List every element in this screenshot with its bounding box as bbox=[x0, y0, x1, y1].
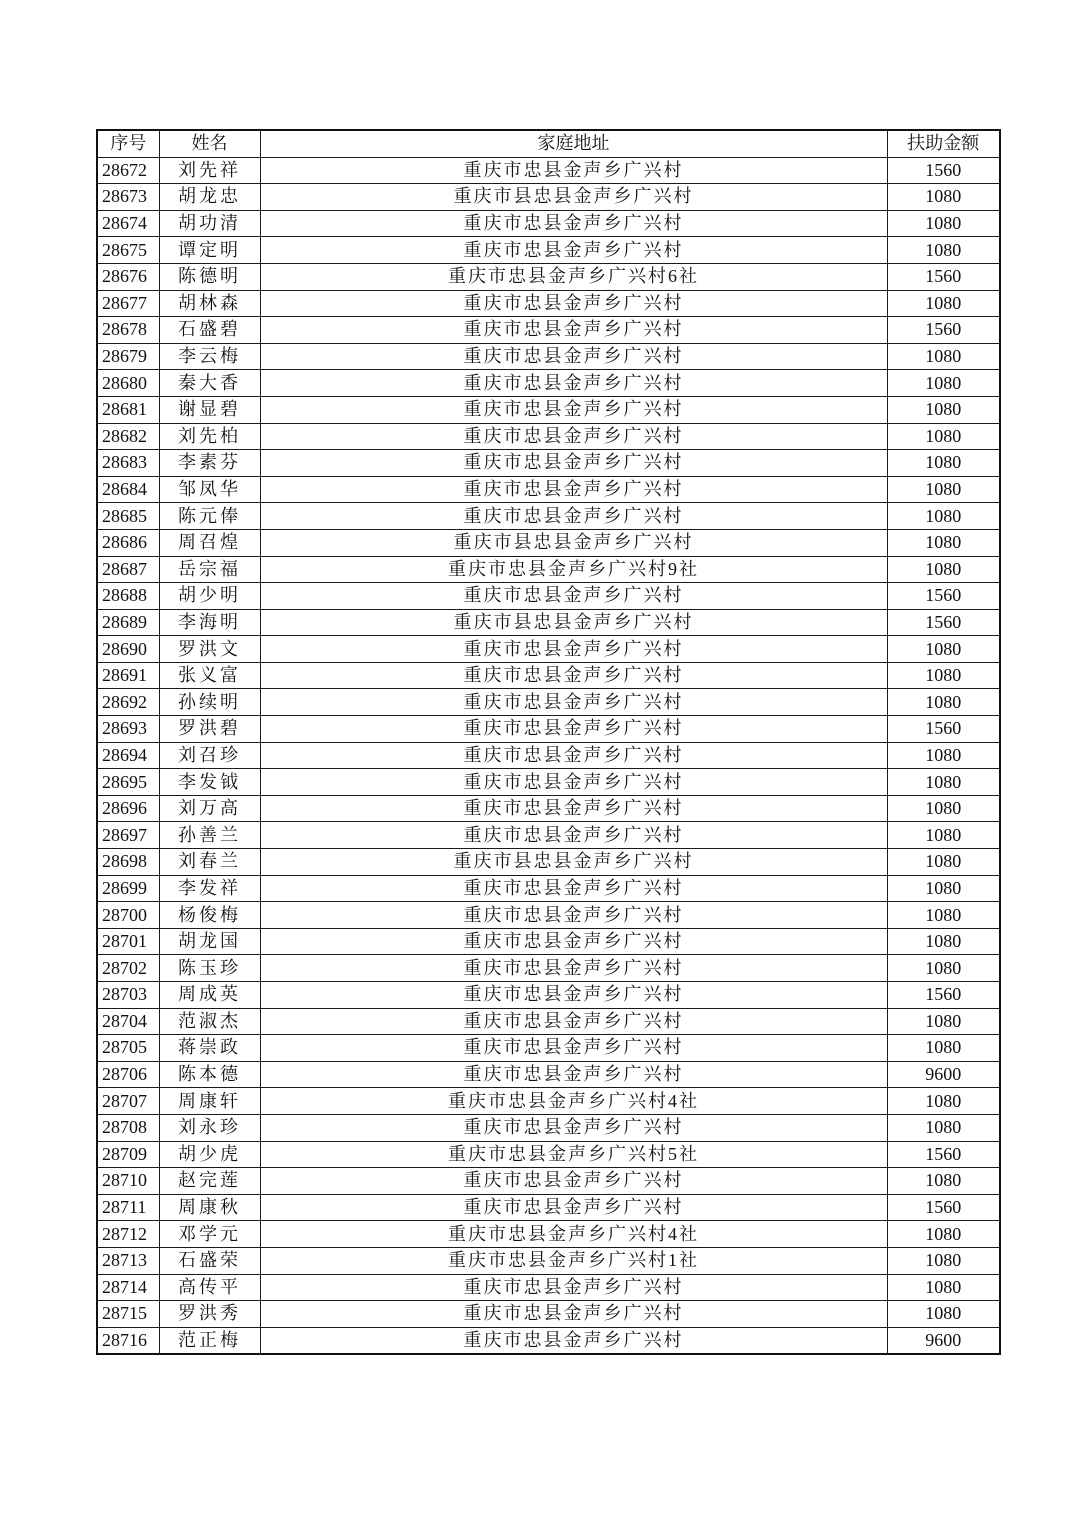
header-serial-number: 序号 bbox=[97, 130, 159, 157]
serial-number-cell: 28706 bbox=[97, 1061, 159, 1088]
table-row bbox=[97, 396, 1000, 423]
address-cell: 重庆市忠县金声乡广兴村 bbox=[260, 1168, 887, 1195]
serial-number-cell: 28691 bbox=[97, 662, 159, 689]
amount-cell: 1080 bbox=[887, 849, 1000, 876]
serial-number-cell: 28697 bbox=[97, 822, 159, 849]
name-cell: 胡龙国 bbox=[159, 928, 260, 955]
address-cell: 重庆市忠县金声乡广兴村 bbox=[260, 450, 887, 477]
table-row bbox=[97, 1061, 1000, 1088]
name-cell: 胡少明 bbox=[159, 583, 260, 610]
table-header bbox=[97, 130, 1000, 157]
address-cell: 重庆市忠县金声乡广兴村 bbox=[260, 476, 887, 503]
address-cell: 重庆市忠县金声乡广兴村5社 bbox=[260, 1141, 887, 1168]
amount-cell: 1080 bbox=[887, 1247, 1000, 1274]
address-cell: 重庆市忠县金声乡广兴村 bbox=[260, 396, 887, 423]
name-cell: 胡功清 bbox=[159, 210, 260, 237]
amount-cell: 1080 bbox=[887, 210, 1000, 237]
name-cell: 胡龙忠 bbox=[159, 184, 260, 211]
serial-number-cell: 28702 bbox=[97, 955, 159, 982]
name-cell: 高传平 bbox=[159, 1274, 260, 1301]
address-cell: 重庆市忠县金声乡广兴村 bbox=[260, 210, 887, 237]
address-cell: 重庆市忠县金声乡广兴村 bbox=[260, 583, 887, 610]
name-cell: 刘召珍 bbox=[159, 742, 260, 769]
name-cell: 石盛碧 bbox=[159, 317, 260, 344]
name-cell: 李海明 bbox=[159, 609, 260, 636]
amount-cell: 1080 bbox=[887, 822, 1000, 849]
table-row bbox=[97, 210, 1000, 237]
table-row bbox=[97, 450, 1000, 477]
serial-number-cell: 28710 bbox=[97, 1168, 159, 1195]
address-cell: 重庆市忠县金声乡广兴村 bbox=[260, 1061, 887, 1088]
address-cell: 重庆市忠县金声乡广兴村 bbox=[260, 503, 887, 530]
serial-number-cell: 28690 bbox=[97, 636, 159, 663]
address-cell: 重庆市忠县金声乡广兴村 bbox=[260, 1035, 887, 1062]
name-cell: 周召煌 bbox=[159, 529, 260, 556]
serial-number-cell: 28689 bbox=[97, 609, 159, 636]
table-row bbox=[97, 822, 1000, 849]
serial-number-cell: 28701 bbox=[97, 928, 159, 955]
serial-number-cell: 28715 bbox=[97, 1301, 159, 1328]
amount-cell: 1080 bbox=[887, 955, 1000, 982]
address-cell: 重庆市忠县金声乡广兴村 bbox=[260, 290, 887, 317]
name-cell: 刘永珍 bbox=[159, 1114, 260, 1141]
table-row bbox=[97, 1274, 1000, 1301]
header-home-address: 家庭地址 bbox=[260, 130, 887, 157]
amount-cell: 1080 bbox=[887, 1008, 1000, 1035]
name-cell: 胡少虎 bbox=[159, 1141, 260, 1168]
serial-number-cell: 28694 bbox=[97, 742, 159, 769]
amount-cell: 1080 bbox=[887, 396, 1000, 423]
table-row bbox=[97, 503, 1000, 530]
name-cell: 陈本德 bbox=[159, 1061, 260, 1088]
amount-cell: 1080 bbox=[887, 662, 1000, 689]
serial-number-cell: 28686 bbox=[97, 529, 159, 556]
address-cell: 重庆市忠县金声乡广兴村9社 bbox=[260, 556, 887, 583]
address-cell: 重庆市忠县金声乡广兴村 bbox=[260, 822, 887, 849]
name-cell: 邹凤华 bbox=[159, 476, 260, 503]
serial-number-cell: 28704 bbox=[97, 1008, 159, 1035]
serial-number-cell: 28708 bbox=[97, 1114, 159, 1141]
amount-cell: 1080 bbox=[887, 1114, 1000, 1141]
name-cell: 李云梅 bbox=[159, 343, 260, 370]
name-cell: 周康轩 bbox=[159, 1088, 260, 1115]
table-row bbox=[97, 1327, 1000, 1354]
address-cell: 重庆市县忠县金声乡广兴村 bbox=[260, 609, 887, 636]
name-cell: 刘先祥 bbox=[159, 157, 260, 184]
serial-number-cell: 28709 bbox=[97, 1141, 159, 1168]
serial-number-cell: 28673 bbox=[97, 184, 159, 211]
amount-cell: 1080 bbox=[887, 529, 1000, 556]
amount-cell: 1080 bbox=[887, 742, 1000, 769]
address-cell: 重庆市忠县金声乡广兴村 bbox=[260, 689, 887, 716]
address-cell: 重庆市县忠县金声乡广兴村 bbox=[260, 184, 887, 211]
serial-number-cell: 28692 bbox=[97, 689, 159, 716]
table-row bbox=[97, 370, 1000, 397]
table-row bbox=[97, 1194, 1000, 1221]
amount-cell: 1080 bbox=[887, 902, 1000, 929]
amount-cell: 1560 bbox=[887, 157, 1000, 184]
table-row bbox=[97, 769, 1000, 796]
serial-number-cell: 28680 bbox=[97, 370, 159, 397]
table-row bbox=[97, 556, 1000, 583]
table-row bbox=[97, 795, 1000, 822]
address-cell: 重庆市忠县金声乡广兴村 bbox=[260, 343, 887, 370]
name-cell: 秦大香 bbox=[159, 370, 260, 397]
amount-cell: 9600 bbox=[887, 1061, 1000, 1088]
address-cell: 重庆市忠县金声乡广兴村 bbox=[260, 769, 887, 796]
amount-cell: 1560 bbox=[887, 1194, 1000, 1221]
serial-number-cell: 28703 bbox=[97, 982, 159, 1009]
address-cell: 重庆市忠县金声乡广兴村 bbox=[260, 1327, 887, 1354]
table-row bbox=[97, 1141, 1000, 1168]
serial-number-cell: 28679 bbox=[97, 343, 159, 370]
address-cell: 重庆市忠县金声乡广兴村 bbox=[260, 157, 887, 184]
name-cell: 蒋崇政 bbox=[159, 1035, 260, 1062]
address-cell: 重庆市忠县金声乡广兴村 bbox=[260, 716, 887, 743]
amount-cell: 1080 bbox=[887, 636, 1000, 663]
amount-cell: 1080 bbox=[887, 450, 1000, 477]
name-cell: 刘春兰 bbox=[159, 849, 260, 876]
name-cell: 刘万高 bbox=[159, 795, 260, 822]
table-row bbox=[97, 157, 1000, 184]
table-row bbox=[97, 742, 1000, 769]
serial-number-cell: 28714 bbox=[97, 1274, 159, 1301]
table-row bbox=[97, 902, 1000, 929]
amount-cell: 1080 bbox=[887, 1274, 1000, 1301]
table-row bbox=[97, 1008, 1000, 1035]
amount-cell: 1080 bbox=[887, 1168, 1000, 1195]
serial-number-cell: 28687 bbox=[97, 556, 159, 583]
serial-number-cell: 28700 bbox=[97, 902, 159, 929]
serial-number-cell: 28711 bbox=[97, 1194, 159, 1221]
address-cell: 重庆市忠县金声乡广兴村 bbox=[260, 1274, 887, 1301]
name-cell: 张义富 bbox=[159, 662, 260, 689]
name-cell: 杨俊梅 bbox=[159, 902, 260, 929]
amount-cell: 1080 bbox=[887, 1301, 1000, 1328]
address-cell: 重庆市忠县金声乡广兴村 bbox=[260, 370, 887, 397]
address-cell: 重庆市忠县金声乡广兴村 bbox=[260, 875, 887, 902]
serial-number-cell: 28678 bbox=[97, 317, 159, 344]
amount-cell: 1080 bbox=[887, 370, 1000, 397]
serial-number-cell: 28672 bbox=[97, 157, 159, 184]
table-row bbox=[97, 1035, 1000, 1062]
name-cell: 孙善兰 bbox=[159, 822, 260, 849]
amount-cell: 1080 bbox=[887, 1088, 1000, 1115]
serial-number-cell: 28716 bbox=[97, 1327, 159, 1354]
name-cell: 石盛荣 bbox=[159, 1247, 260, 1274]
address-cell: 重庆市忠县金声乡广兴村4社 bbox=[260, 1221, 887, 1248]
amount-cell: 1560 bbox=[887, 716, 1000, 743]
serial-number-cell: 28675 bbox=[97, 237, 159, 264]
table-row bbox=[97, 609, 1000, 636]
header-assistance-amount: 扶助金额 bbox=[887, 130, 1000, 157]
table-row bbox=[97, 1221, 1000, 1248]
serial-number-cell: 28682 bbox=[97, 423, 159, 450]
amount-cell: 9600 bbox=[887, 1327, 1000, 1354]
address-cell: 重庆市忠县金声乡广兴村6社 bbox=[260, 263, 887, 290]
address-cell: 重庆市忠县金声乡广兴村 bbox=[260, 662, 887, 689]
name-cell: 谭定明 bbox=[159, 237, 260, 264]
amount-cell: 1080 bbox=[887, 689, 1000, 716]
name-cell: 罗洪碧 bbox=[159, 716, 260, 743]
address-cell: 重庆市忠县金声乡广兴村 bbox=[260, 795, 887, 822]
amount-cell: 1560 bbox=[887, 1141, 1000, 1168]
name-cell: 谢显碧 bbox=[159, 396, 260, 423]
amount-cell: 1080 bbox=[887, 476, 1000, 503]
address-cell: 重庆市忠县金声乡广兴村 bbox=[260, 317, 887, 344]
amount-cell: 1080 bbox=[887, 290, 1000, 317]
table-row bbox=[97, 423, 1000, 450]
address-cell: 重庆市忠县金声乡广兴村 bbox=[260, 928, 887, 955]
table-row bbox=[97, 955, 1000, 982]
address-cell: 重庆市忠县金声乡广兴村 bbox=[260, 423, 887, 450]
table-row bbox=[97, 317, 1000, 344]
name-cell: 李发祥 bbox=[159, 875, 260, 902]
table-row bbox=[97, 1088, 1000, 1115]
address-cell: 重庆市忠县金声乡广兴村 bbox=[260, 955, 887, 982]
serial-number-cell: 28698 bbox=[97, 849, 159, 876]
amount-cell: 1080 bbox=[887, 423, 1000, 450]
table-row bbox=[97, 476, 1000, 503]
address-cell: 重庆市忠县金声乡广兴村 bbox=[260, 1194, 887, 1221]
amount-cell: 1080 bbox=[887, 928, 1000, 955]
table-row bbox=[97, 1301, 1000, 1328]
serial-number-cell: 28707 bbox=[97, 1088, 159, 1115]
table-row bbox=[97, 1168, 1000, 1195]
header-name: 姓名 bbox=[159, 130, 260, 157]
serial-number-cell: 28688 bbox=[97, 583, 159, 610]
amount-cell: 1560 bbox=[887, 263, 1000, 290]
amount-cell: 1080 bbox=[887, 237, 1000, 264]
serial-number-cell: 28699 bbox=[97, 875, 159, 902]
table-row bbox=[97, 928, 1000, 955]
table-row bbox=[97, 982, 1000, 1009]
name-cell: 李发钺 bbox=[159, 769, 260, 796]
table-row bbox=[97, 1114, 1000, 1141]
address-cell: 重庆市忠县金声乡广兴村1社 bbox=[260, 1247, 887, 1274]
header-row bbox=[97, 130, 1000, 157]
amount-cell: 1080 bbox=[887, 875, 1000, 902]
serial-number-cell: 28685 bbox=[97, 503, 159, 530]
name-cell: 范正梅 bbox=[159, 1327, 260, 1354]
amount-cell: 1080 bbox=[887, 1221, 1000, 1248]
amount-cell: 1080 bbox=[887, 184, 1000, 211]
name-cell: 陈玉珍 bbox=[159, 955, 260, 982]
amount-cell: 1560 bbox=[887, 609, 1000, 636]
address-cell: 重庆市忠县金声乡广兴村 bbox=[260, 1114, 887, 1141]
amount-cell: 1080 bbox=[887, 1035, 1000, 1062]
table-row bbox=[97, 716, 1000, 743]
name-cell: 刘先柏 bbox=[159, 423, 260, 450]
name-cell: 陈德明 bbox=[159, 263, 260, 290]
serial-number-cell: 28693 bbox=[97, 716, 159, 743]
address-cell: 重庆市忠县金声乡广兴村 bbox=[260, 902, 887, 929]
serial-number-cell: 28683 bbox=[97, 450, 159, 477]
table-row bbox=[97, 343, 1000, 370]
address-cell: 重庆市忠县金声乡广兴村 bbox=[260, 1008, 887, 1035]
name-cell: 赵完莲 bbox=[159, 1168, 260, 1195]
amount-cell: 1080 bbox=[887, 556, 1000, 583]
serial-number-cell: 28677 bbox=[97, 290, 159, 317]
amount-cell: 1560 bbox=[887, 317, 1000, 344]
table-row bbox=[97, 237, 1000, 264]
name-cell: 李素芬 bbox=[159, 450, 260, 477]
name-cell: 邓学元 bbox=[159, 1221, 260, 1248]
address-cell: 重庆市忠县金声乡广兴村 bbox=[260, 1301, 887, 1328]
address-cell: 重庆市县忠县金声乡广兴村 bbox=[260, 529, 887, 556]
address-cell: 重庆市忠县金声乡广兴村 bbox=[260, 237, 887, 264]
table-row bbox=[97, 849, 1000, 876]
address-cell: 重庆市忠县金声乡广兴村 bbox=[260, 742, 887, 769]
serial-number-cell: 28713 bbox=[97, 1247, 159, 1274]
serial-number-cell: 28705 bbox=[97, 1035, 159, 1062]
name-cell: 岳宗福 bbox=[159, 556, 260, 583]
name-cell: 周康秋 bbox=[159, 1194, 260, 1221]
table-body bbox=[97, 157, 1000, 1354]
table-row bbox=[97, 263, 1000, 290]
table-row bbox=[97, 636, 1000, 663]
address-cell: 重庆市忠县金声乡广兴村 bbox=[260, 982, 887, 1009]
assistance-list-sheet bbox=[96, 129, 1001, 1355]
serial-number-cell: 28695 bbox=[97, 769, 159, 796]
name-cell: 周成英 bbox=[159, 982, 260, 1009]
serial-number-cell: 28674 bbox=[97, 210, 159, 237]
table-row bbox=[97, 662, 1000, 689]
serial-number-cell: 28676 bbox=[97, 263, 159, 290]
table-row bbox=[97, 184, 1000, 211]
name-cell: 范淑杰 bbox=[159, 1008, 260, 1035]
assistance-table bbox=[96, 129, 1001, 1355]
serial-number-cell: 28712 bbox=[97, 1221, 159, 1248]
amount-cell: 1080 bbox=[887, 795, 1000, 822]
table-row bbox=[97, 875, 1000, 902]
table-row bbox=[97, 529, 1000, 556]
address-cell: 重庆市县忠县金声乡广兴村 bbox=[260, 849, 887, 876]
amount-cell: 1080 bbox=[887, 769, 1000, 796]
amount-cell: 1080 bbox=[887, 343, 1000, 370]
serial-number-cell: 28684 bbox=[97, 476, 159, 503]
table-row bbox=[97, 689, 1000, 716]
name-cell: 孙续明 bbox=[159, 689, 260, 716]
serial-number-cell: 28681 bbox=[97, 396, 159, 423]
name-cell: 陈元俸 bbox=[159, 503, 260, 530]
amount-cell: 1560 bbox=[887, 583, 1000, 610]
table-row bbox=[97, 1247, 1000, 1274]
serial-number-cell: 28696 bbox=[97, 795, 159, 822]
table-row bbox=[97, 583, 1000, 610]
name-cell: 罗洪秀 bbox=[159, 1301, 260, 1328]
address-cell: 重庆市忠县金声乡广兴村4社 bbox=[260, 1088, 887, 1115]
name-cell: 罗洪文 bbox=[159, 636, 260, 663]
amount-cell: 1560 bbox=[887, 982, 1000, 1009]
amount-cell: 1080 bbox=[887, 503, 1000, 530]
address-cell: 重庆市忠县金声乡广兴村 bbox=[260, 636, 887, 663]
table-row bbox=[97, 290, 1000, 317]
name-cell: 胡林森 bbox=[159, 290, 260, 317]
